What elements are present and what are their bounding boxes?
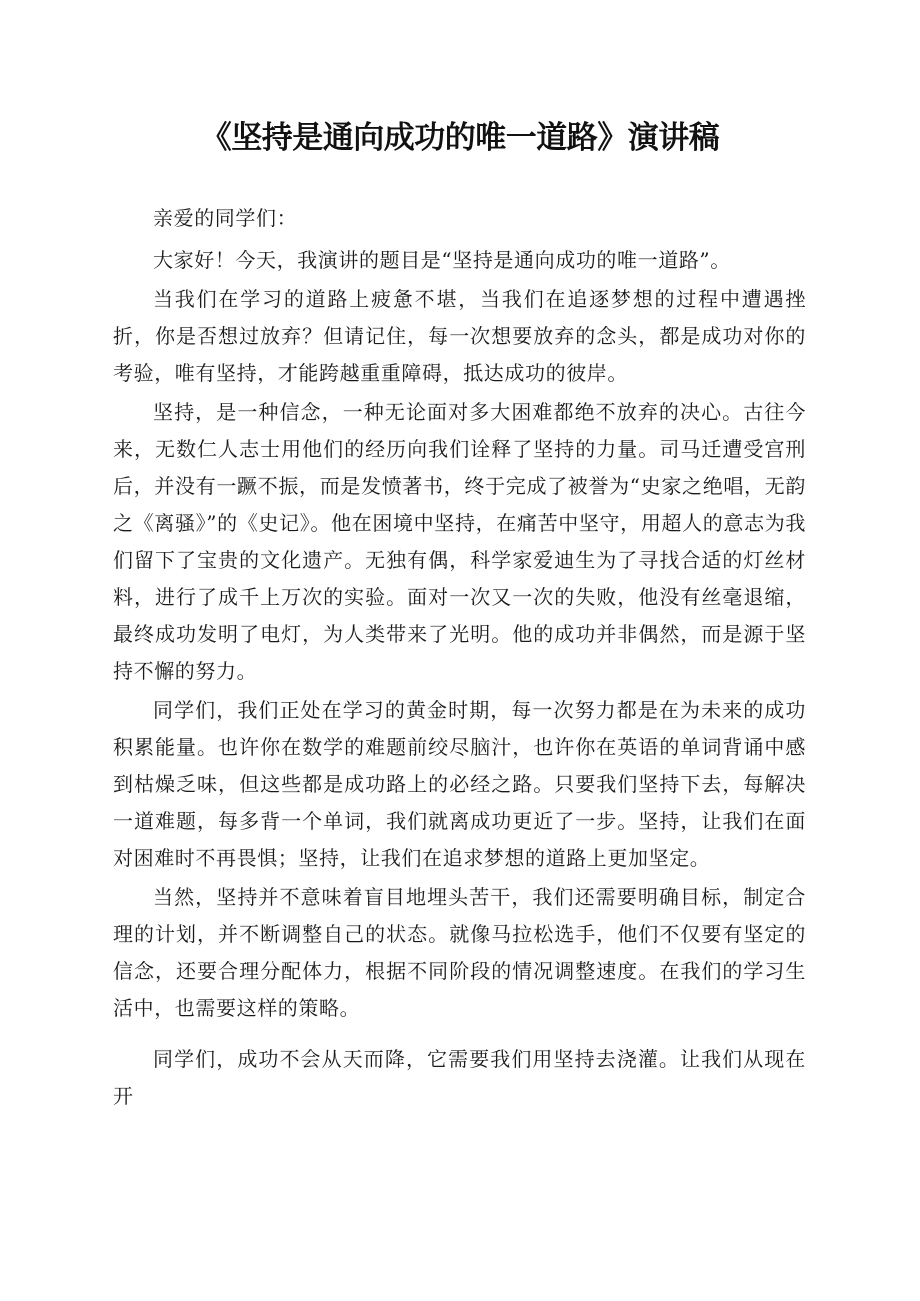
greeting-paragraph: 亲爱的同学们： bbox=[153, 206, 298, 230]
body-paragraph-3: 同学们，我们正处在学习的黄金时期，每一次努力都是在为未来的成功积累能量。也许你在数学的难题前绞尽脑汁，也许你在英语的单词背诵中感到枯燥乏味，但这些都是成功路上的必经之路。只要我们坚持下去，每解决一道难题，每多背一个单词，我们就离成功更近了一步。坚持，让我们在面对困难时不再畏惧；坚持，让我们在追求梦想的道路上更加坚定。 bbox=[113, 698, 806, 870]
document-title: 《坚持是通向成功的唯一道路》演讲稿 bbox=[200, 120, 720, 156]
body-paragraph-2: 坚持，是一种信念，一种无论面对多大困难都绝不放弃的决心。古往今来，无数仁人志士用他们的经历向我们诠释了坚持的力量。司马迁遭受宫刑后，并没有一蹶不振，而是发愤著书，终于完成了被誉为“史家之绝唱，无韵之《离骚》”的《史记》。他在困境中坚持，在痛苦中坚守，用超人的意志为我们留下了宝贵的文化遗产。无独有偶，科学家爱迪生为了寻找合适的灯丝材料，进行了成千上万次的实验。面对一次又一次的失败，他没有丝毫退缩，最终成功发明了电灯，为人类带来了光明。他的成功并非偶然，而是源于坚持不懈的努力。 bbox=[113, 400, 806, 683]
opening-paragraph: 大家好！今天，我演讲的题目是“坚持是通向成功的唯一道路”。 bbox=[153, 248, 731, 272]
body-paragraph-1: 当我们在学习的道路上疲惫不堪，当我们在追逐梦想的过程中遭遇挫折，你是否想过放弃？但请记住，每一次想要放弃的念头，都是成功对你的考验，唯有坚持，才能跨越重重障碍，抵达成功的彼岸。 bbox=[113, 287, 806, 385]
document-body bbox=[113, 200, 806, 1117]
body-paragraph-4: 当然，坚持并不意味着盲目地埋头苦干，我们还需要明确目标，制定合理的计划，并不断调整自己的状态。就像马拉松选手，他们不仅要有坚定的信念，还要合理分配体力，根据不同阶段的情况调整速度。在我们的学习生活中，也需要这样的策略。 bbox=[113, 885, 806, 1020]
closing-paragraph: 同学们，成功不会从天而降，它需要我们用坚持去浇灌。让我们从现在开 bbox=[113, 1047, 806, 1108]
